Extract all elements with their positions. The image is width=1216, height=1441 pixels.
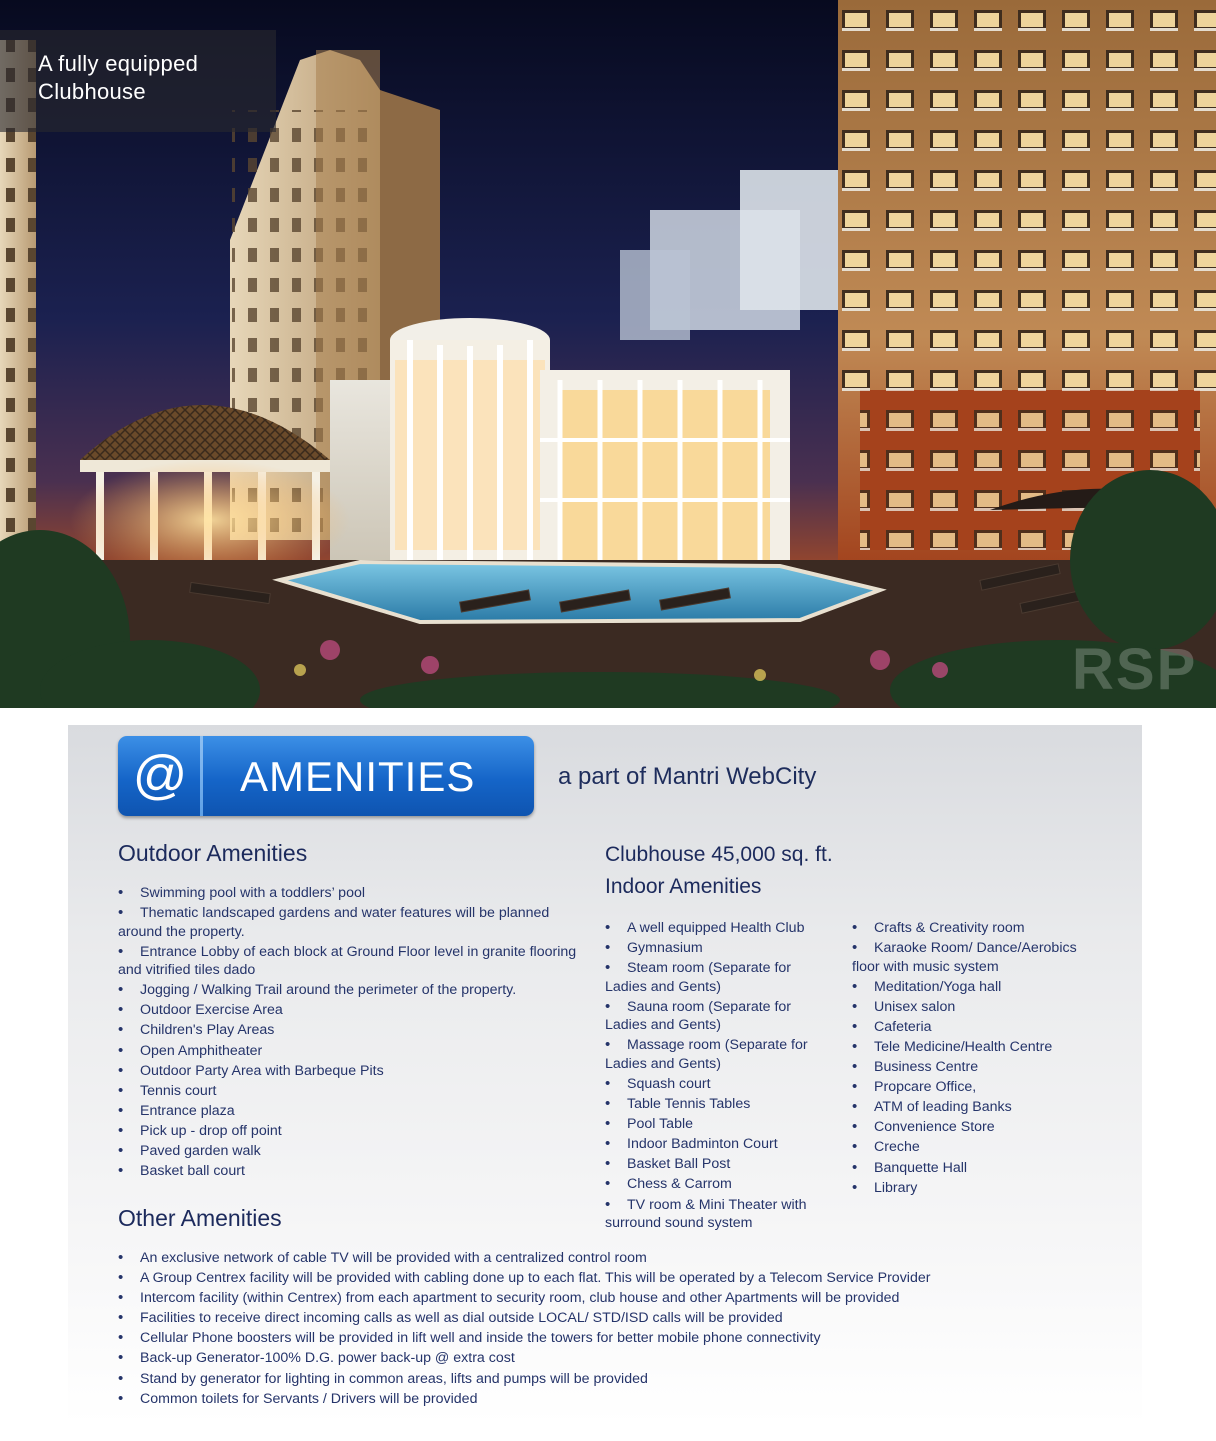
- indoor-heading: Indoor Amenities: [605, 875, 762, 898]
- list-item: • Paved garden walk: [118, 1142, 580, 1161]
- other-heading: Other Amenities: [118, 1205, 282, 1231]
- list-item: • Outdoor Party Area with Barbeque Pits: [118, 1062, 580, 1081]
- list-item: • Entrance Lobby of each block at Ground Floor level in granite flooring and vitrified tiles dado: [118, 943, 580, 980]
- list-item: • Library: [852, 1179, 1090, 1198]
- list-item: • Children's Play Areas: [118, 1021, 580, 1040]
- clubhouse-heading: Clubhouse 45,000 sq. ft.: [605, 843, 833, 866]
- list-item: • Pool Table: [605, 1115, 833, 1134]
- list-item: • Meditation/Yoga hall: [852, 978, 1090, 997]
- list-item: • An exclusive network of cable TV will be provided with a centralized control room: [118, 1249, 1118, 1268]
- list-item: • Tennis court: [118, 1082, 580, 1101]
- list-item: • Steam room (Separate for Ladies and Gents): [605, 959, 833, 996]
- list-item: • Swimming pool with a toddlers’ pool: [118, 884, 580, 903]
- list-item: • Pick up - drop off point: [118, 1122, 580, 1141]
- other-list: [118, 1249, 1118, 1410]
- badge-title: AMENITIES: [240, 753, 476, 800]
- amenities-badge: [118, 736, 534, 816]
- list-item: • Banquette Hall: [852, 1159, 1090, 1178]
- list-item: • Tele Medicine/Health Centre: [852, 1038, 1090, 1057]
- indoor-list-col1: [605, 919, 833, 1234]
- list-item: • Chess & Carrom: [605, 1175, 833, 1194]
- list-item: • Massage room (Separate for Ladies and Gents): [605, 1036, 833, 1073]
- indoor-list-col2: [852, 919, 1090, 1199]
- list-item: • Unisex salon: [852, 998, 1090, 1017]
- list-item: • Basket ball court: [118, 1162, 580, 1181]
- list-item: • ATM of leading Banks: [852, 1098, 1090, 1117]
- list-item: • Common toilets for Servants / Drivers will be provided: [118, 1390, 1118, 1409]
- list-item: • Squash court: [605, 1075, 833, 1094]
- list-item: • Gymnasium: [605, 939, 833, 958]
- list-item: • Jogging / Walking Trail around the perimeter of the property.: [118, 981, 580, 1000]
- list-item: • Stand by generator for lighting in common areas, lifts and pumps will be provided: [118, 1370, 1118, 1389]
- list-item: • Intercom facility (within Centrex) from each apartment to security room, club house and other Apartments will be provided: [118, 1289, 1118, 1308]
- list-item: • TV room & Mini Theater with surround sound system: [605, 1196, 833, 1233]
- list-item: • Propcare Office,: [852, 1078, 1090, 1097]
- list-item: • Back-up Generator-100% D.G. power back-up @ extra cost: [118, 1349, 1118, 1368]
- hero-caption: A fully equipped Clubhouse: [38, 51, 199, 104]
- outdoor-list: [118, 884, 580, 1182]
- at-icon: @: [132, 745, 188, 805]
- outdoor-heading: Outdoor Amenities: [118, 840, 308, 866]
- list-item: • Thematic landscaped gardens and water features will be planned around the property.: [118, 904, 580, 941]
- list-item: • Facilities to receive direct incoming calls as well as dial outside LOCAL/ STD/ISD calls will be provided: [118, 1309, 1118, 1328]
- list-item: • Indoor Badminton Court: [605, 1135, 833, 1154]
- list-item: • Creche: [852, 1138, 1090, 1157]
- list-item: • Cafeteria: [852, 1018, 1090, 1037]
- list-item: • Crafts & Creativity room: [852, 919, 1090, 938]
- list-item: • A Group Centrex facility will be provided with cabling done up to each flat. This will be operated by a Telecom Service Provider: [118, 1269, 1118, 1288]
- hero-rendering: [0, 0, 1216, 708]
- list-item: • Cellular Phone boosters will be provided in lift well and inside the towers for better mobile phone connectivity: [118, 1329, 1118, 1348]
- list-item: • Outdoor Exercise Area: [118, 1001, 580, 1020]
- list-item: • Table Tennis Tables: [605, 1095, 833, 1114]
- list-item: • Entrance plaza: [118, 1102, 580, 1121]
- list-item: • Business Centre: [852, 1058, 1090, 1077]
- watermark: RSP: [1072, 637, 1198, 702]
- list-item: • Open Amphitheater: [118, 1042, 580, 1061]
- list-item: • Basket Ball Post: [605, 1155, 833, 1174]
- list-item: • Convenience Store: [852, 1118, 1090, 1137]
- list-item: • Sauna room (Separate for Ladies and Gents): [605, 998, 833, 1035]
- tagline: a part of Mantri WebCity: [558, 763, 817, 790]
- badge-divider: [200, 736, 203, 816]
- list-item: • Karaoke Room/ Dance/Aerobics floor with music system: [852, 939, 1090, 976]
- list-item: • A well equipped Health Club: [605, 919, 833, 938]
